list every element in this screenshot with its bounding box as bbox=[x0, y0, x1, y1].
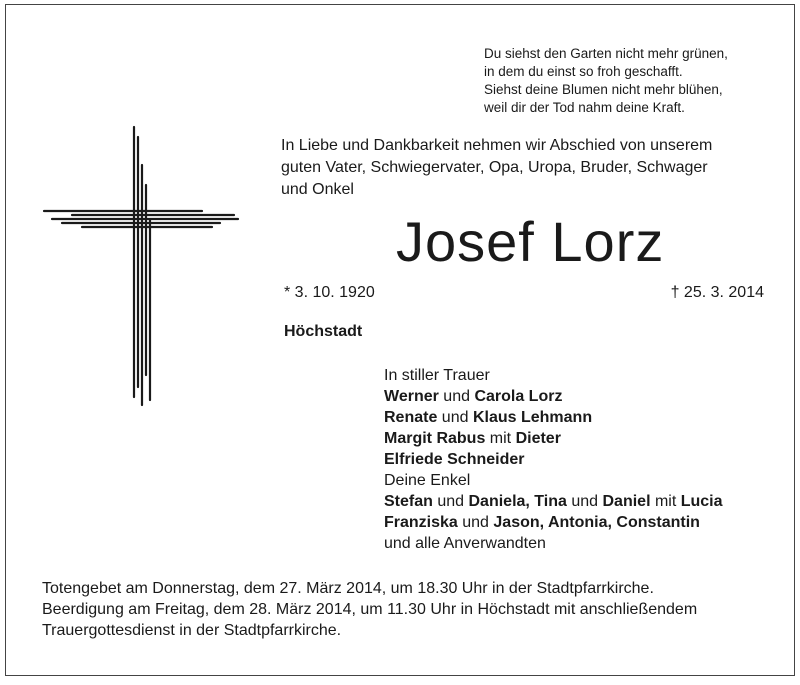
mourner-line bbox=[384, 512, 723, 533]
intro-line: guten Vater, Schwiegervater, Opa, Uropa, Bruder, Schwager bbox=[281, 159, 708, 176]
obituary-notice bbox=[5, 4, 795, 676]
mourner-connector: und bbox=[437, 409, 473, 426]
cross-icon bbox=[42, 125, 242, 407]
poem-line: Du siehst den Garten nicht mehr grünen, bbox=[484, 46, 728, 61]
mourner-name: Werner bbox=[384, 388, 439, 405]
mourner-connector: Deine Enkel bbox=[384, 472, 471, 489]
mourner-name: Stefan bbox=[384, 493, 433, 510]
mourner-name: Klaus Lehmann bbox=[472, 409, 593, 426]
mourner-line bbox=[384, 470, 723, 491]
service-line: Beerdigung am Freitag, dem 28. März 2014, um 11.30 Uhr in Höchstadt mit anschließendem bbox=[42, 601, 698, 618]
mourner-name: Margit Rabus bbox=[384, 430, 486, 447]
mourner-line bbox=[384, 407, 723, 428]
mourner-name: Elfriede Schneider bbox=[384, 451, 525, 468]
mourner-line bbox=[384, 449, 723, 470]
intro-line: In Liebe und Dankbarkeit nehmen wir Abschied von unserem bbox=[281, 137, 713, 154]
mourners-list bbox=[384, 365, 723, 554]
deceased-name: Josef Lorz bbox=[396, 210, 665, 273]
mourner-connector: mit bbox=[650, 493, 681, 510]
mourner-line bbox=[384, 386, 723, 407]
mourner-name: Daniel bbox=[602, 493, 651, 510]
birth-date: * 3. 10. 1920 bbox=[284, 284, 375, 301]
poem-line: weil dir der Tod nahm deine Kraft. bbox=[484, 100, 685, 115]
mourner-name: Carola Lorz bbox=[474, 388, 563, 405]
service-line: Totengebet am Donnerstag, dem 27. März 2014, um 18.30 Uhr in der Stadtpfarrkirche. bbox=[42, 580, 654, 597]
intro-text bbox=[281, 135, 765, 201]
mourner-name: Franziska bbox=[384, 514, 458, 531]
mourner-name: Daniela, Tina bbox=[468, 493, 567, 510]
mourner-name: Lucia bbox=[680, 493, 723, 510]
mourner-connector: mit bbox=[485, 430, 516, 447]
place-name: Höchstadt bbox=[284, 323, 363, 340]
mourner-connector: und bbox=[566, 493, 603, 510]
service-line: Trauergottesdienst in der Stadtpfarrkirche. bbox=[42, 622, 342, 639]
mourner-connector: und bbox=[432, 493, 469, 510]
mourner-name: Jason, Antonia, Constantin bbox=[493, 514, 700, 531]
mourner-line bbox=[384, 533, 723, 554]
mourner-line bbox=[384, 428, 723, 449]
mourner-name: Renate bbox=[384, 409, 438, 426]
mourner-connector: und bbox=[438, 388, 475, 405]
service-info bbox=[42, 578, 772, 641]
mourner-connector: und bbox=[457, 514, 494, 531]
mourner-name: Dieter bbox=[515, 430, 561, 447]
mourner-line bbox=[384, 491, 723, 512]
intro-line: und Onkel bbox=[281, 181, 354, 198]
poem-line: in dem du einst so froh geschafft. bbox=[484, 64, 683, 79]
mourner-connector: und alle Anverwandten bbox=[384, 535, 546, 552]
death-date: † 25. 3. 2014 bbox=[670, 284, 764, 301]
poem-line: Siehst deine Blumen nicht mehr blühen, bbox=[484, 82, 723, 97]
mourning-header: In stiller Trauer bbox=[384, 367, 490, 384]
poem bbox=[484, 45, 728, 117]
